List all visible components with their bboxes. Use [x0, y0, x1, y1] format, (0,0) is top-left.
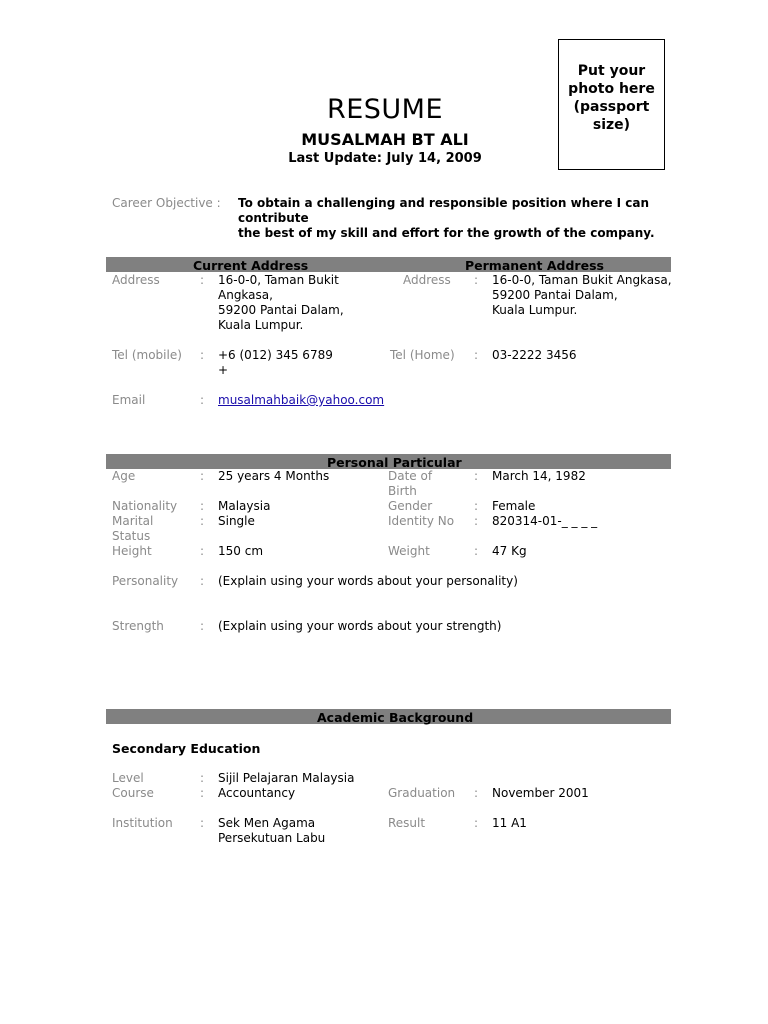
colon: : [474, 544, 479, 558]
colon: : [200, 469, 205, 483]
institution-value: Sek Men Agama Persekutuan Labu [218, 816, 326, 845]
institution-label: Institution [112, 816, 173, 830]
colon: : [200, 393, 205, 407]
colon: : [474, 273, 479, 287]
dob-value: March 14, 1982 [492, 469, 586, 483]
current-address-label: Address [112, 273, 160, 287]
colon: : [200, 514, 205, 528]
photo-placeholder [558, 39, 665, 170]
academic-heading: Academic Background [317, 710, 474, 725]
permanent-address-label: Address [403, 273, 451, 287]
weight-value: 47 Kg [492, 544, 527, 558]
applicant-name: MUSALMAH BT ALI [301, 130, 469, 149]
secondary-education-heading: Secondary Education [112, 741, 261, 756]
permanent-address-heading: Permanent Address [465, 258, 604, 273]
colon: : [200, 574, 205, 588]
result-label: Result [388, 816, 426, 830]
personal-section-bar [106, 454, 671, 469]
level-label: Level [112, 771, 144, 785]
height-value: 150 cm [218, 544, 264, 558]
current-address-heading: Current Address [193, 258, 309, 273]
colon: : [200, 771, 205, 785]
colon: : [474, 514, 479, 528]
photo-placeholder-text: Put your photo here (passport size) [568, 63, 655, 133]
colon: : [200, 348, 205, 362]
age-label: Age [112, 469, 136, 483]
weight-label: Weight [388, 544, 430, 558]
result-value: 11 A1 [492, 816, 527, 830]
address-section-bar [106, 257, 671, 272]
colon: : [200, 499, 205, 513]
tel-home-value: 03-2222 3456 [492, 348, 577, 362]
tel-mobile-value: +6 (012) 345 6789 + [218, 348, 333, 377]
colon: : [474, 816, 479, 830]
resume-title: RESUME [326, 94, 444, 125]
graduation-value: November 2001 [492, 786, 589, 800]
marital-value: Single [218, 514, 255, 528]
tel-home-label: Tel (Home) [390, 348, 455, 362]
tel-mobile-label: Tel (mobile) [112, 348, 182, 362]
nationality-label: Nationality [112, 499, 178, 513]
colon: : [200, 786, 205, 800]
course-value: Accountancy [218, 786, 296, 800]
career-objective-label: Career Objective : [112, 196, 221, 210]
nationality-value: Malaysia [218, 499, 271, 513]
personality-value: (Explain using your words about your personality) [218, 574, 518, 588]
height-label: Height [112, 544, 152, 558]
permanent-address-value: 16-0-0, Taman Bukit Angkasa, 59200 Pantai Dalam, Kuala Lumpur. [492, 273, 672, 317]
email-link[interactable]: musalmahbaik@yahoo.com [218, 393, 385, 407]
colon: : [474, 786, 479, 800]
colon: : [474, 469, 479, 483]
personality-label: Personality [112, 574, 179, 588]
email-label: Email [112, 393, 146, 407]
level-value: Sijil Pelajaran Malaysia [218, 771, 355, 785]
dob-label: Date of Birth [388, 469, 433, 498]
colon: : [474, 348, 479, 362]
colon: : [474, 499, 479, 513]
strength-label: Strength [112, 619, 164, 633]
current-address-value: 16-0-0, Taman Bukit Angkasa, 59200 Pantai Dalam, Kuala Lumpur. [218, 273, 344, 332]
strength-value: (Explain using your words about your strength) [218, 619, 502, 633]
colon: : [200, 273, 205, 287]
colon: : [200, 544, 205, 558]
colon: : [200, 816, 205, 830]
last-update: Last Update: July 14, 2009 [288, 151, 482, 166]
marital-label: Marital Status [112, 514, 154, 543]
academic-section-bar [106, 709, 671, 724]
graduation-label: Graduation [388, 786, 456, 800]
identity-value: 820314-01-_ _ _ _ [492, 514, 598, 528]
colon: : [200, 619, 205, 633]
personal-heading: Personal Particular [327, 455, 462, 470]
identity-label: Identity No [388, 514, 455, 528]
gender-label: Gender [388, 499, 433, 513]
career-objective-text: To obtain a challenging and responsible position where I can contribute the best of my skill and effort for the growth of the company. [238, 196, 655, 240]
age-value: 25 years 4 Months [218, 469, 330, 483]
gender-value: Female [492, 499, 536, 513]
course-label: Course [112, 786, 154, 800]
